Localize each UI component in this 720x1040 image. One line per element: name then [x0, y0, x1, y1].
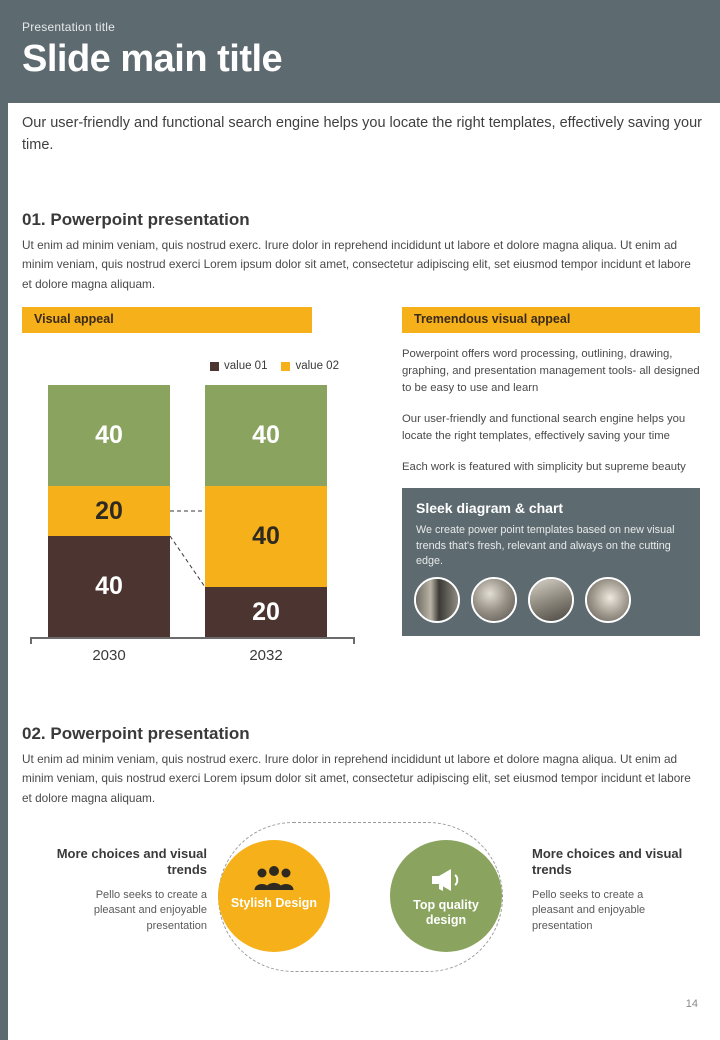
bar-segment-2030-value-01: 40	[48, 536, 170, 637]
section-2-body: Ut enim ad minim veniam, quis nostrud exerc. Irure dolor in reprehend incididunt ut labore et dolore magna aliqua. Ut enim ad minim veniam, quis nostrud exerci Lorem ipsum dolor sit amet, consectetur adipiscing elit, set eiusmod tempor incidunt et labore et dolore magna aliquam.	[22, 752, 691, 805]
card-description: We create power point templates based on new visual trends that's fresh, relevant and always on the cutting edge.	[416, 524, 675, 568]
axis-tick-end	[353, 637, 355, 644]
right-header-banner: Tremendous visual appeal	[402, 307, 700, 333]
photo-thumb-4[interactable]	[585, 577, 631, 623]
section-2-title: 02. Powerpoint presentation	[22, 724, 250, 743]
bar-segment-2032-value-03: 40	[205, 385, 327, 486]
section-1-body: Ut enim ad minim veniam, quis nostrud exerc. Irure dolor in reprehend incididunt ut labore et dolore magna aliqua. Ut enim ad minim veniam, quis nostrud exerci Lorem ipsum dolor sit amet, consectetur adipiscing elit, set eiusmod tempor incidunt et labore et dolore magna aliquam.	[22, 238, 691, 291]
diagram-side-text-right	[532, 846, 687, 935]
side-right-text: Pello seeks to create a pleasant and enjoyable presentation	[532, 888, 646, 933]
slide-header	[8, 0, 720, 103]
diagram-circle-top-quality[interactable]	[390, 840, 502, 952]
right-paragraph-list	[402, 346, 700, 490]
diagram-circle-stylish-design[interactable]	[218, 840, 330, 952]
stacked-bar-chart	[30, 385, 355, 670]
chart-legend	[210, 360, 339, 372]
chart-header-banner: Visual appeal	[22, 307, 312, 333]
legend-item-value-02	[281, 360, 338, 372]
photo-thumb-1[interactable]	[414, 577, 460, 623]
right-paragraph-3: Each work is featured with simplicity but supreme beauty	[402, 460, 686, 473]
intro-paragraph: Our user-friendly and functional search engine helps you locate the right templates, effectively saving your time.	[22, 115, 702, 154]
right-paragraph-2: Our user-friendly and functional search engine helps you locate the right templates, effectively saving your time	[402, 412, 686, 442]
legend-item-value-01	[210, 360, 267, 372]
diagram-side-text-left	[52, 846, 207, 935]
bar-segment-2032-value-02: 40	[205, 486, 327, 587]
card-title: Sleek diagram & chart	[416, 500, 564, 516]
right-paragraph-1: Powerpoint offers word processing, outlining, drawing, graphing, and presentation management tools- all designed to be easy to use and learn	[402, 348, 700, 394]
card-thumbnail-row	[414, 577, 631, 623]
legend-label-value-01: value 01	[224, 360, 268, 372]
people-group-icon	[218, 862, 330, 896]
circle-label-stylish-design: Stylish Design	[230, 896, 318, 910]
circle-label-top-quality: Top quality design	[413, 898, 479, 927]
legend-swatch-value-02	[281, 362, 290, 371]
bar-segment-2030-value-03: 40	[48, 385, 170, 486]
bar-segment-2030-value-02: 20	[48, 486, 170, 536]
photo-thumb-3[interactable]	[528, 577, 574, 623]
chart-plot-area	[30, 385, 355, 637]
x-label-2030: 2030	[92, 647, 126, 664]
bar-column-2032	[205, 385, 327, 637]
bar-column-2030	[48, 385, 170, 637]
bar-segment-2032-value-01: 20	[205, 587, 327, 637]
left-accent-bar	[0, 0, 8, 1040]
megaphone-icon	[390, 862, 502, 896]
chart-x-axis	[30, 637, 355, 639]
side-left-title: More choices and visual trends	[56, 846, 207, 878]
presentation-title: Presentation title	[22, 20, 115, 34]
chart-x-labels	[30, 647, 355, 671]
legend-label-value-02: value 02	[295, 360, 339, 372]
thumb-image-3	[530, 579, 572, 621]
thumb-image-1	[416, 579, 458, 621]
page-number: 14	[685, 998, 698, 1010]
photo-thumb-2[interactable]	[471, 577, 517, 623]
side-left-text: Pello seeks to create a pleasant and enjoyable presentation	[93, 888, 207, 933]
legend-swatch-value-01	[210, 362, 219, 371]
page-title: Slide main title	[22, 38, 283, 80]
thumb-image-4	[587, 579, 629, 621]
side-right-title: More choices and visual trends	[532, 846, 683, 878]
thumb-image-2	[473, 579, 515, 621]
x-label-2032: 2032	[249, 647, 283, 664]
section-1-title: 01. Powerpoint presentation	[22, 210, 250, 229]
axis-tick-start	[30, 637, 32, 644]
